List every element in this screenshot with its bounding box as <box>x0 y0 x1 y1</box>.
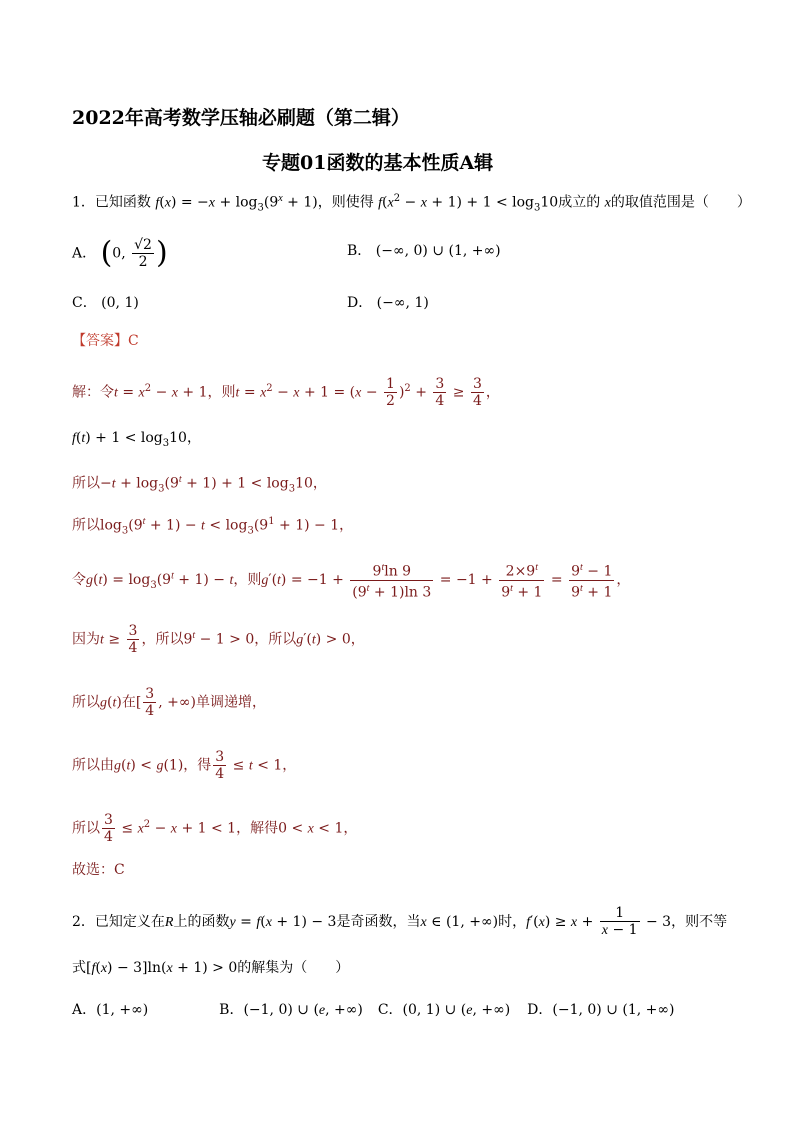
q2-stem-line2: 式[f(x) − 3]ln(x + 1) > 0的解集为（ ） <box>72 960 350 976</box>
q1-option-c: C． (0, 1) <box>72 295 139 311</box>
q1-sol-2: $f(t) + 1 < \log_310$， <box>72 430 201 449</box>
q1-sol-6: 因为t ≥ $\frac{3}{4}$ ，所以$9^t - 1 > 0$，所以g′(t) > 0， <box>72 623 365 656</box>
page-title: 2022年高考数学压轴必刷题（第二辑） <box>72 107 410 129</box>
q1-option-b: B． (−∞, 0) ∪ (1, +∞) <box>347 243 501 259</box>
q2-option-c: C．(0, 1) ∪ (e, +∞) <box>377 1002 511 1018</box>
q2-stem-line1: 2．已知定义在R上的函数y = f(x + 1) − 3是奇函数，当x ∈ (1, +∞)时，f′(x) ≥ x + $\frac{1}{x - 1}$ − 3，则不等 <box>72 905 728 938</box>
q1-stem: 1．已知函数 $f(x) = -x + \log_3(9^x + 1)$，则使得 $f(x^2 - x + 1) + 1 < \log_310$成立的 x的取值范围是（ ） <box>72 193 751 214</box>
q1-answer: 【答案】C <box>72 333 139 349</box>
q1-choice: 故选：C <box>72 862 125 878</box>
q1-sol-5: 令$g(t) = \log_3(9^t + 1) - t$，则g′(t) = −1 + $\frac{9^t\ln 9}{(9^t + 1)\ln 3}$ = −1 + $\frac{2\times 9^t}{9^t + 1}$ = $\frac{9^t - 1}{9^t + 1}$ ， <box>72 562 631 601</box>
q2-option-a: A．(1, +∞) <box>72 1002 149 1018</box>
q2-options <box>72 1000 675 1021</box>
q1-sol-8: 所以由g(t) < g(1)，得 $\frac{3}{4}$ ≤ t < 1， <box>72 749 297 782</box>
q1-option-d: D． (−∞, 1) <box>347 295 429 311</box>
q2-option-b: B．(−1, 0) ∪ (e, +∞) <box>219 1002 363 1018</box>
q1-sol-1: 解：令$t = x^2 - x + 1$，则$t = x^2 - x + 1 = (x$ − $\frac{1}{2}$ )$^2$ + $\frac{3}{4}$ ≥ $\frac{3}{4}$ ， <box>72 376 500 409</box>
q1-option-a: A． (0, $\frac{√2}{2}$ ) <box>72 235 168 271</box>
q1-sol-7: 所以g(t)在[ $\frac{3}{4}$ , +∞)单调递增， <box>72 686 266 719</box>
q1-sol-3: 所以$-t + \log_3(9^t + 1) + 1 < \log_310$， <box>72 474 327 495</box>
q2-option-d: D．(−1, 0) ∪ (1, +∞) <box>527 1002 675 1018</box>
q1-sol-4: 所以$\log_3(9^t + 1) - t < \log_3(9^1 + 1) - 1$， <box>72 516 354 537</box>
page-subtitle: 专题01函数的基本性质A辑 <box>262 152 494 174</box>
q1-sol-9: 所以 $\frac{3}{4}$ ≤ $x^2 - x + 1 < 1$，解得0 < x < 1， <box>72 812 358 845</box>
